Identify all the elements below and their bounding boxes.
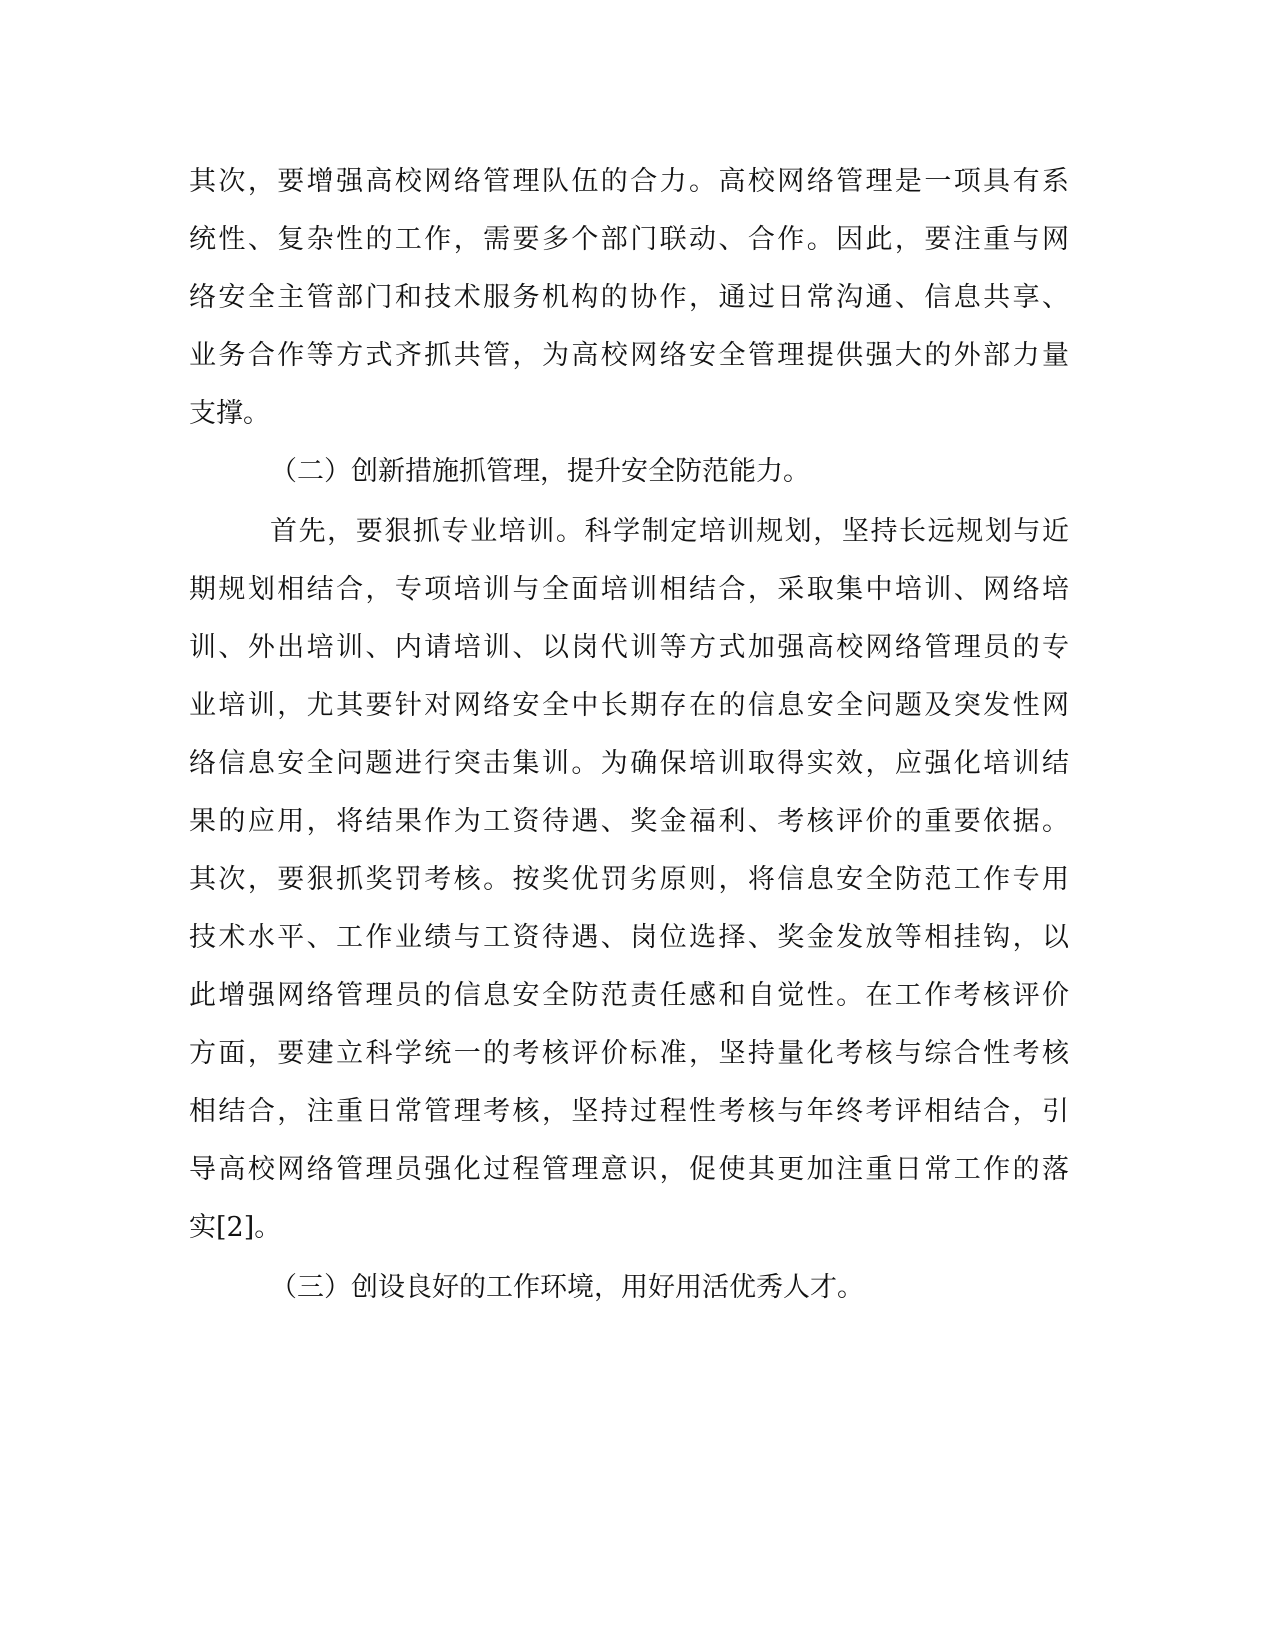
paragraph-line: 业培训，尤其要针对网络安全中长期存在的信息安全问题及突发性网 xyxy=(189,690,1069,721)
paragraph-line: 此增强网络管理员的信息安全防范责任感和自觉性。在工作考核评价 xyxy=(189,980,1069,1011)
paragraph-line: 络信息安全问题进行突击集训。为确保培训取得实效，应强化培训结 xyxy=(189,748,1069,779)
paragraph-line: 统性、复杂性的工作，需要多个部门联动、合作。因此，要注重与网 xyxy=(189,224,1069,255)
paragraph-line: 果的应用，将结果作为工资待遇、奖金福利、考核评价的重要依据。 xyxy=(189,806,1069,837)
paragraph-line: 实[2]。 xyxy=(189,1212,282,1243)
paragraph-line: 络安全主管部门和技术服务机构的协作，通过日常沟通、信息共享、 xyxy=(189,282,1069,313)
paragraph-line: 业务合作等方式齐抓共管，为高校网络安全管理提供强大的外部力量 xyxy=(189,340,1069,371)
paragraph-line: 技术水平、工作业绩与工资待遇、岗位选择、奖金发放等相挂钩，以 xyxy=(189,922,1069,953)
paragraph-line: 首先，要狠抓专业培训。科学制定培训规划，坚持长远规划与近 xyxy=(270,516,1069,547)
paragraph-line: 相结合，注重日常管理考核，坚持过程性考核与年终考评相结合，引 xyxy=(189,1096,1069,1127)
section-heading: （二）创新措施抓管理，提升安全防范能力。 xyxy=(270,456,810,487)
paragraph-line: 训、外出培训、内请培训、以岗代训等方式加强高校网络管理员的专 xyxy=(189,632,1069,663)
paragraph-line: 方面，要建立科学统一的考核评价标准，坚持量化考核与综合性考核 xyxy=(189,1038,1069,1069)
paragraph-line: 导高校网络管理员强化过程管理意识，促使其更加注重日常工作的落 xyxy=(189,1154,1069,1185)
paragraph-line: 支撑。 xyxy=(189,398,270,429)
paragraph-line: 期规划相结合，专项培训与全面培训相结合，采取集中培训、网络培 xyxy=(189,574,1069,605)
section-heading: （三）创设良好的工作环境，用好用活优秀人才。 xyxy=(270,1272,864,1303)
paragraph-line: 其次，要狠抓奖罚考核。按奖优罚劣原则，将信息安全防范工作专用 xyxy=(189,864,1069,895)
paragraph-line: 其次，要增强高校网络管理队伍的合力。高校网络管理是一项具有系 xyxy=(189,166,1069,197)
